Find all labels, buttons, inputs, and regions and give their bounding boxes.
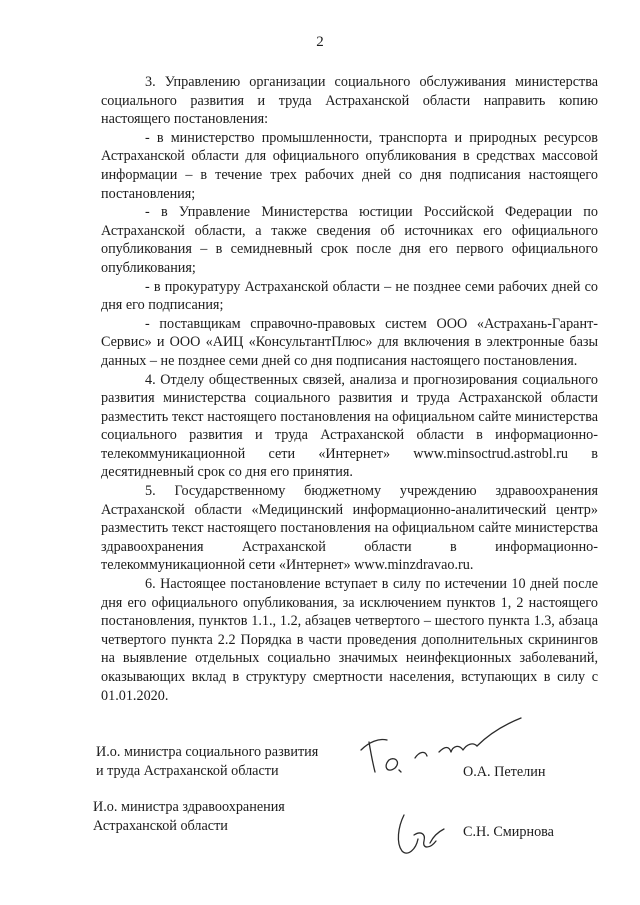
signatory-1-position-line1: И.о. министра социального развития [96,744,319,760]
page-number: 2 [316,34,324,50]
paragraph-3-item-legal-systems: - поставщикам справочно-правовых систем ООО «Астрахань-Гарант-Сервис» и ООО «АИЦ «КонсультантПлюс» для включения в электронные базы данных – не позднее семи дней со дня подписания настоящего постановления. [101,315,598,369]
signatory-2-position [93,798,285,835]
signatory-1-name: О.А. Петелин [463,764,546,780]
signatory-1-position-line2: и труда Астраханской области [96,762,279,779]
paragraph-3-item-justice: - в Управление Министерства юстиции Российской Федерации по Астраханской области, а также сведения об источниках его официального опубликования – в семидневный срок после дня его первого официального опубликования; [101,204,598,276]
paragraph-3-item-prosecutor: - в прокуратуру Астраханской области – не позднее семи рабочих дней со дня его подписания; [101,278,598,314]
document-body [101,73,598,705]
signatory-1-position [96,743,318,780]
paragraph-4: 4. Отделу общественных связей, анализа и прогнозирования социального развития министерства социального развития и труда Астраханской области разместить текст настоящего постановления на официальном сайте министерства социального развития и труда Астраханской области в информационно-телекоммуникационной сети «Интернет» www.minsoctrud.astrobl.ru в десятидневный срок со дня его принятия. [101,371,598,481]
paragraph-3-item-ministry-industry: - в министерство промышленности, транспорта и природных ресурсов Астраханской области для официального опубликования в средствах массовой информации – в течение трех рабочих дней со дня подписания настоящего постановления; [101,129,598,202]
signatory-2-position-line1: И.о. министра здравоохранения [93,799,285,815]
paragraph-3: 3. Управлению организации социального обслуживания министерства социального развития и труда Астраханской области направить копию настоящего постановления: [101,74,598,128]
signatory-2-position-line2: Астраханской области [93,817,228,834]
paragraph-5: 5. Государственному бюджетному учреждению здравоохранения Астраханской области «Медицинский информационно-аналитический центр» разместить текст настоящего постановления на официальном сайте министерства здравоохранения Астраханской области в информационно-телекоммуникационной сети «Интернет» www.minzdravao.ru. [101,483,598,574]
signature-2 [390,805,450,860]
paragraph-6: 6. Настоящее постановление вступает в силу по истечении 10 дней после дня его официального опубликования, за исключением пунктов 1, 2 настоящего постановления, пунктов 1.1., 1.2, абзацев четвертого – шестого пункта 1.3, абзаца четвертого пункта 2.2 Порядка в части проведения дополнительных скринингов на выявление отдельных социально значимых неинфекционных заболеваний, оказывающих вклад в структуру смертности населения, вступающих в силу с 01.01.2020. [101,576,598,704]
signatory-2-name: С.Н. Смирнова [463,824,554,840]
